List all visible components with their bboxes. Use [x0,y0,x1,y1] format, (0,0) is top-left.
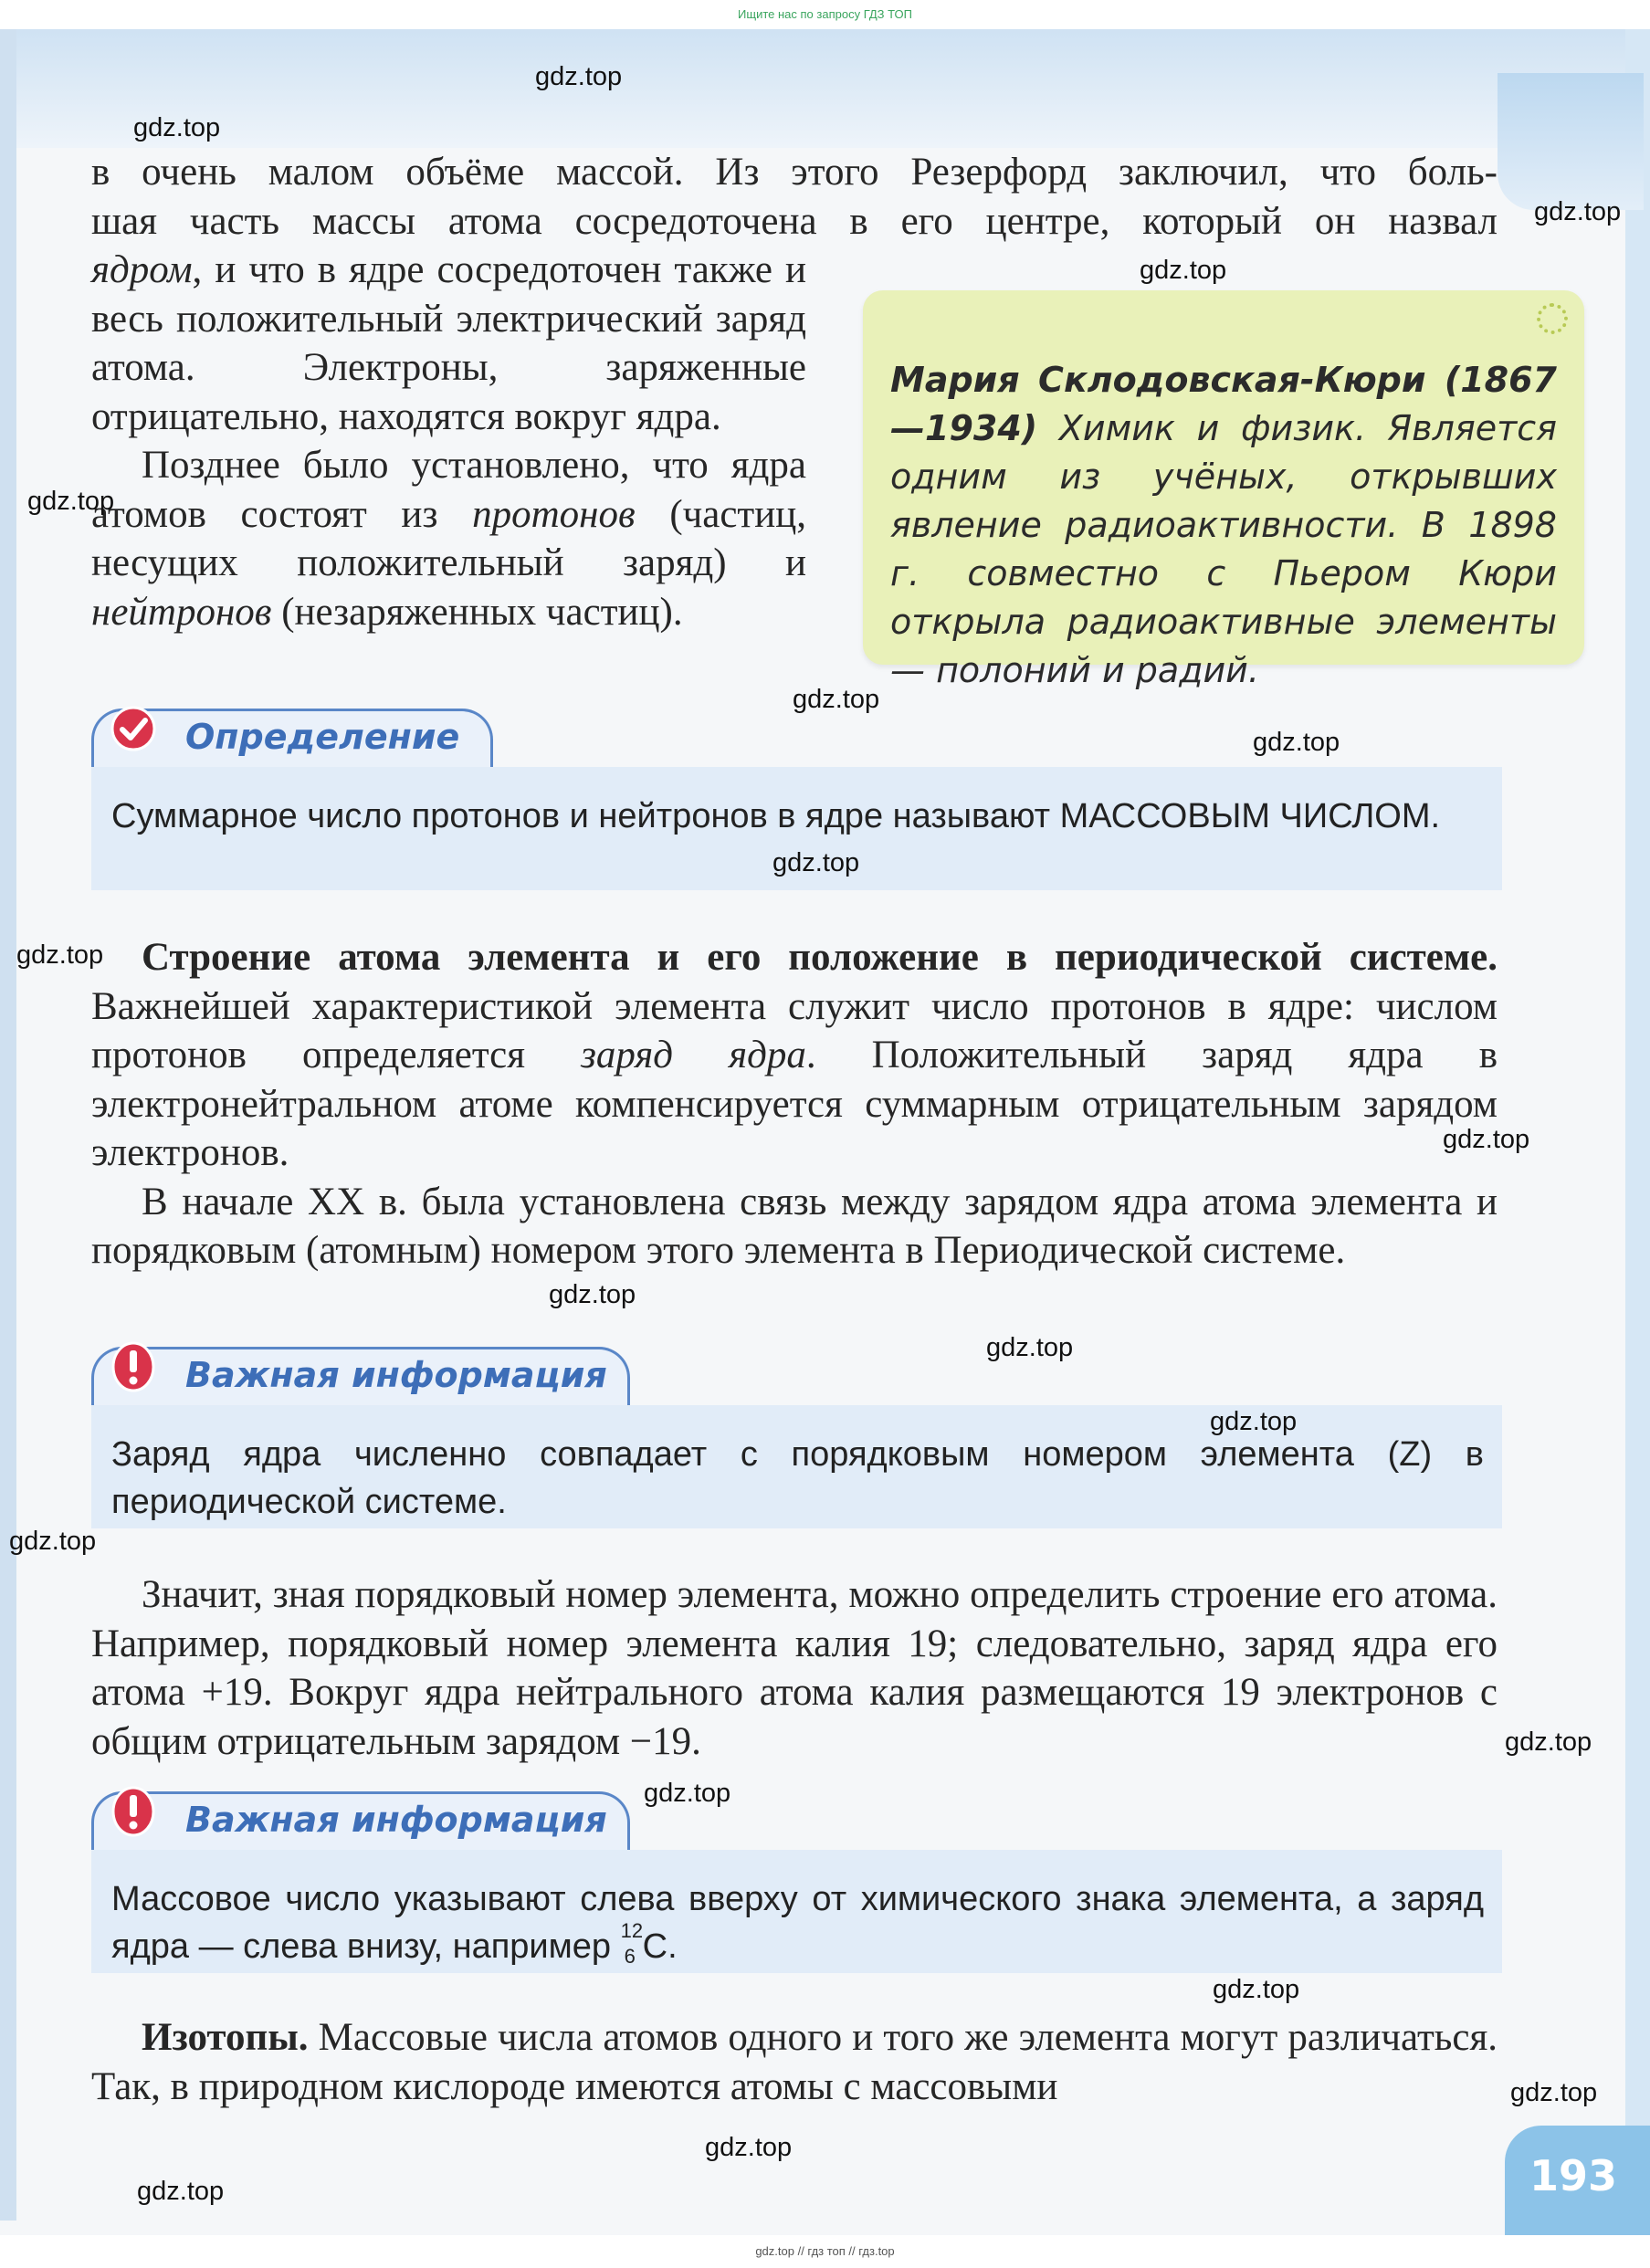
term-nucleus: ядром [91,248,193,291]
important-info-text-2 [111,1875,1484,1970]
page-frame-right [1625,29,1650,2221]
watermark: gdz.top [1140,256,1227,285]
important-info-tab-2 [91,1791,630,1850]
text-span: (незаряженных частиц). [271,590,683,634]
watermark: gdz.top [1510,2078,1598,2107]
paragraph-protons-neutrons [91,441,806,636]
term-neutrons: нейтронов [91,590,272,634]
paragraph-periodic-link: В начале XX в. была установлена связь между зарядом ядра атома элемента и порядковым (атомным) номером этого элемента в Периодической системе. [91,1180,1498,1272]
watermark: gdz.top [549,1280,636,1309]
watermark: gdz.top [1534,197,1622,226]
watermark: gdz.top [1210,1407,1298,1436]
isotope-mass-number: 12 [620,1919,644,1942]
watermark: gdz.top [1253,728,1340,757]
corner-tab [1498,73,1644,210]
decorative-dots-icon [1537,303,1568,334]
isotope-notation [620,1919,644,1968]
paragraph-potassium-block [91,1570,1498,1766]
text-span: Массовое число указывают слева вверху от химического знака элемента, а заряд ядра — слева внизу, например [111,1880,1484,1966]
biography-text [890,356,1557,695]
exclamation-icon [110,1785,156,1838]
watermark: gdz.top [1443,1125,1530,1154]
important-info-text-1: Заряд ядра численно совпадает с порядковым номером элемента (Z) в периодической системе. [111,1435,1484,1521]
definition-text: Суммарное число протонов и нейтронов в ядре называют МАССОВЫМ ЧИСЛОМ. [111,797,1441,835]
text-span: (частиц, несущих положительный заряд) и [91,492,806,584]
top-search-note: Ищите нас по запросу ГДЗ ТОП [738,7,912,21]
watermark: gdz.top [133,113,221,142]
definition-label: Определение [185,717,460,757]
paragraph-potassium: Значит, зная порядковый номер элемента, можно определить строение его атома. Например, порядковый номер элемента калия 19; следовательно, заряд ядра его атома +19. Вокруг ядра нейтрального атома калия размещаются 19 электронов с общим отрицательным зарядом −19. [91,1573,1498,1763]
text-line: шая часть массы атома сосредоточена в его центре, который он назвал [91,199,1498,243]
important-info-callout-2 [91,1850,1502,1973]
important-info-tab-1 [91,1347,630,1405]
biography-card [863,290,1584,690]
important-info-label-1: Важная информация [185,1355,607,1395]
page-frame-left [0,29,16,2221]
page-number: 193 [1529,2151,1618,2200]
checkmark-icon [110,702,156,755]
paragraph-rutherford-rest [91,246,806,441]
watermark: gdz.top [535,62,623,91]
text-span: . [667,1927,678,1966]
watermark: gdz.top [137,2177,225,2206]
exclamation-icon [110,1340,156,1393]
definition-tab [91,709,493,767]
watermark: gdz.top [9,1527,97,1556]
isotope-charge-number: 6 [624,1945,636,1968]
text-span: . Положительный заряд ядра в электронейтральном атоме компенсируется суммарным отрицательным зарядом электронов. [91,1034,1498,1174]
text-line: в очень малом объёме массой. Из этого Резерфорд заключил, что боль- [91,151,1498,194]
watermark: gdz.top [986,1333,1074,1362]
paragraph-rutherford-lines [91,148,1498,246]
page-number-badge [1505,2126,1650,2235]
watermark: gdz.top [1213,1975,1300,2004]
text-span: Важнейшей характеристикой элемента служит число протонов в ядре: числом протонов определяется [91,984,1498,1076]
watermark: gdz.top [1505,1727,1592,1757]
important-info-label-2: Важная информация [185,1800,607,1840]
text-span: Позднее было установлено, что ядра атомов состоят из [91,444,806,536]
watermark: gdz.top [644,1779,731,1808]
watermark: gdz.top [705,2133,793,2162]
term-nuclear-charge: заряд ядра [581,1034,806,1076]
biography-description: Химик и физик. Является одним из учёных, открывших явление радиоактивности. В 1898 г. совместно с Пьером Кюри открыла радиоактивные элементы — полоний и радий. [890,408,1557,690]
section-heading-structure: Строение атома элемента и его положение в периодической системе. [142,936,1498,979]
paragraph-isotopes [91,2013,1498,2111]
watermark: gdz.top [27,487,115,516]
section-heading-isotopes: Изотопы. [142,2016,309,2059]
footer-note: gdz.top // гдз топ // гдз.top [755,2244,895,2258]
term-protons: протонов [472,492,636,536]
text-span: , и что в ядре сосредоточен также и весь положительный электрический заряд атома. Электроны, заряженные отрицательно, находятся вокруг ядра. [91,248,806,438]
watermark: gdz.top [16,940,104,970]
watermark: gdz.top [793,685,880,714]
biography-name: Мария Склодовская-Кюри (1867—1934) [890,360,1557,448]
page-frame-top [0,29,1650,148]
left-column-text [91,246,806,636]
section-structure [91,933,1498,1276]
text-span: Массовые числа атомов одного и того же элемента могут различаться. Так, в природном кислороде имеются атомы с массовыми [91,2016,1498,2108]
isotope-symbol: C [642,1927,668,1966]
watermark: gdz.top [772,848,860,877]
section-isotopes [91,2013,1498,2111]
paragraph-structure [91,933,1498,1178]
